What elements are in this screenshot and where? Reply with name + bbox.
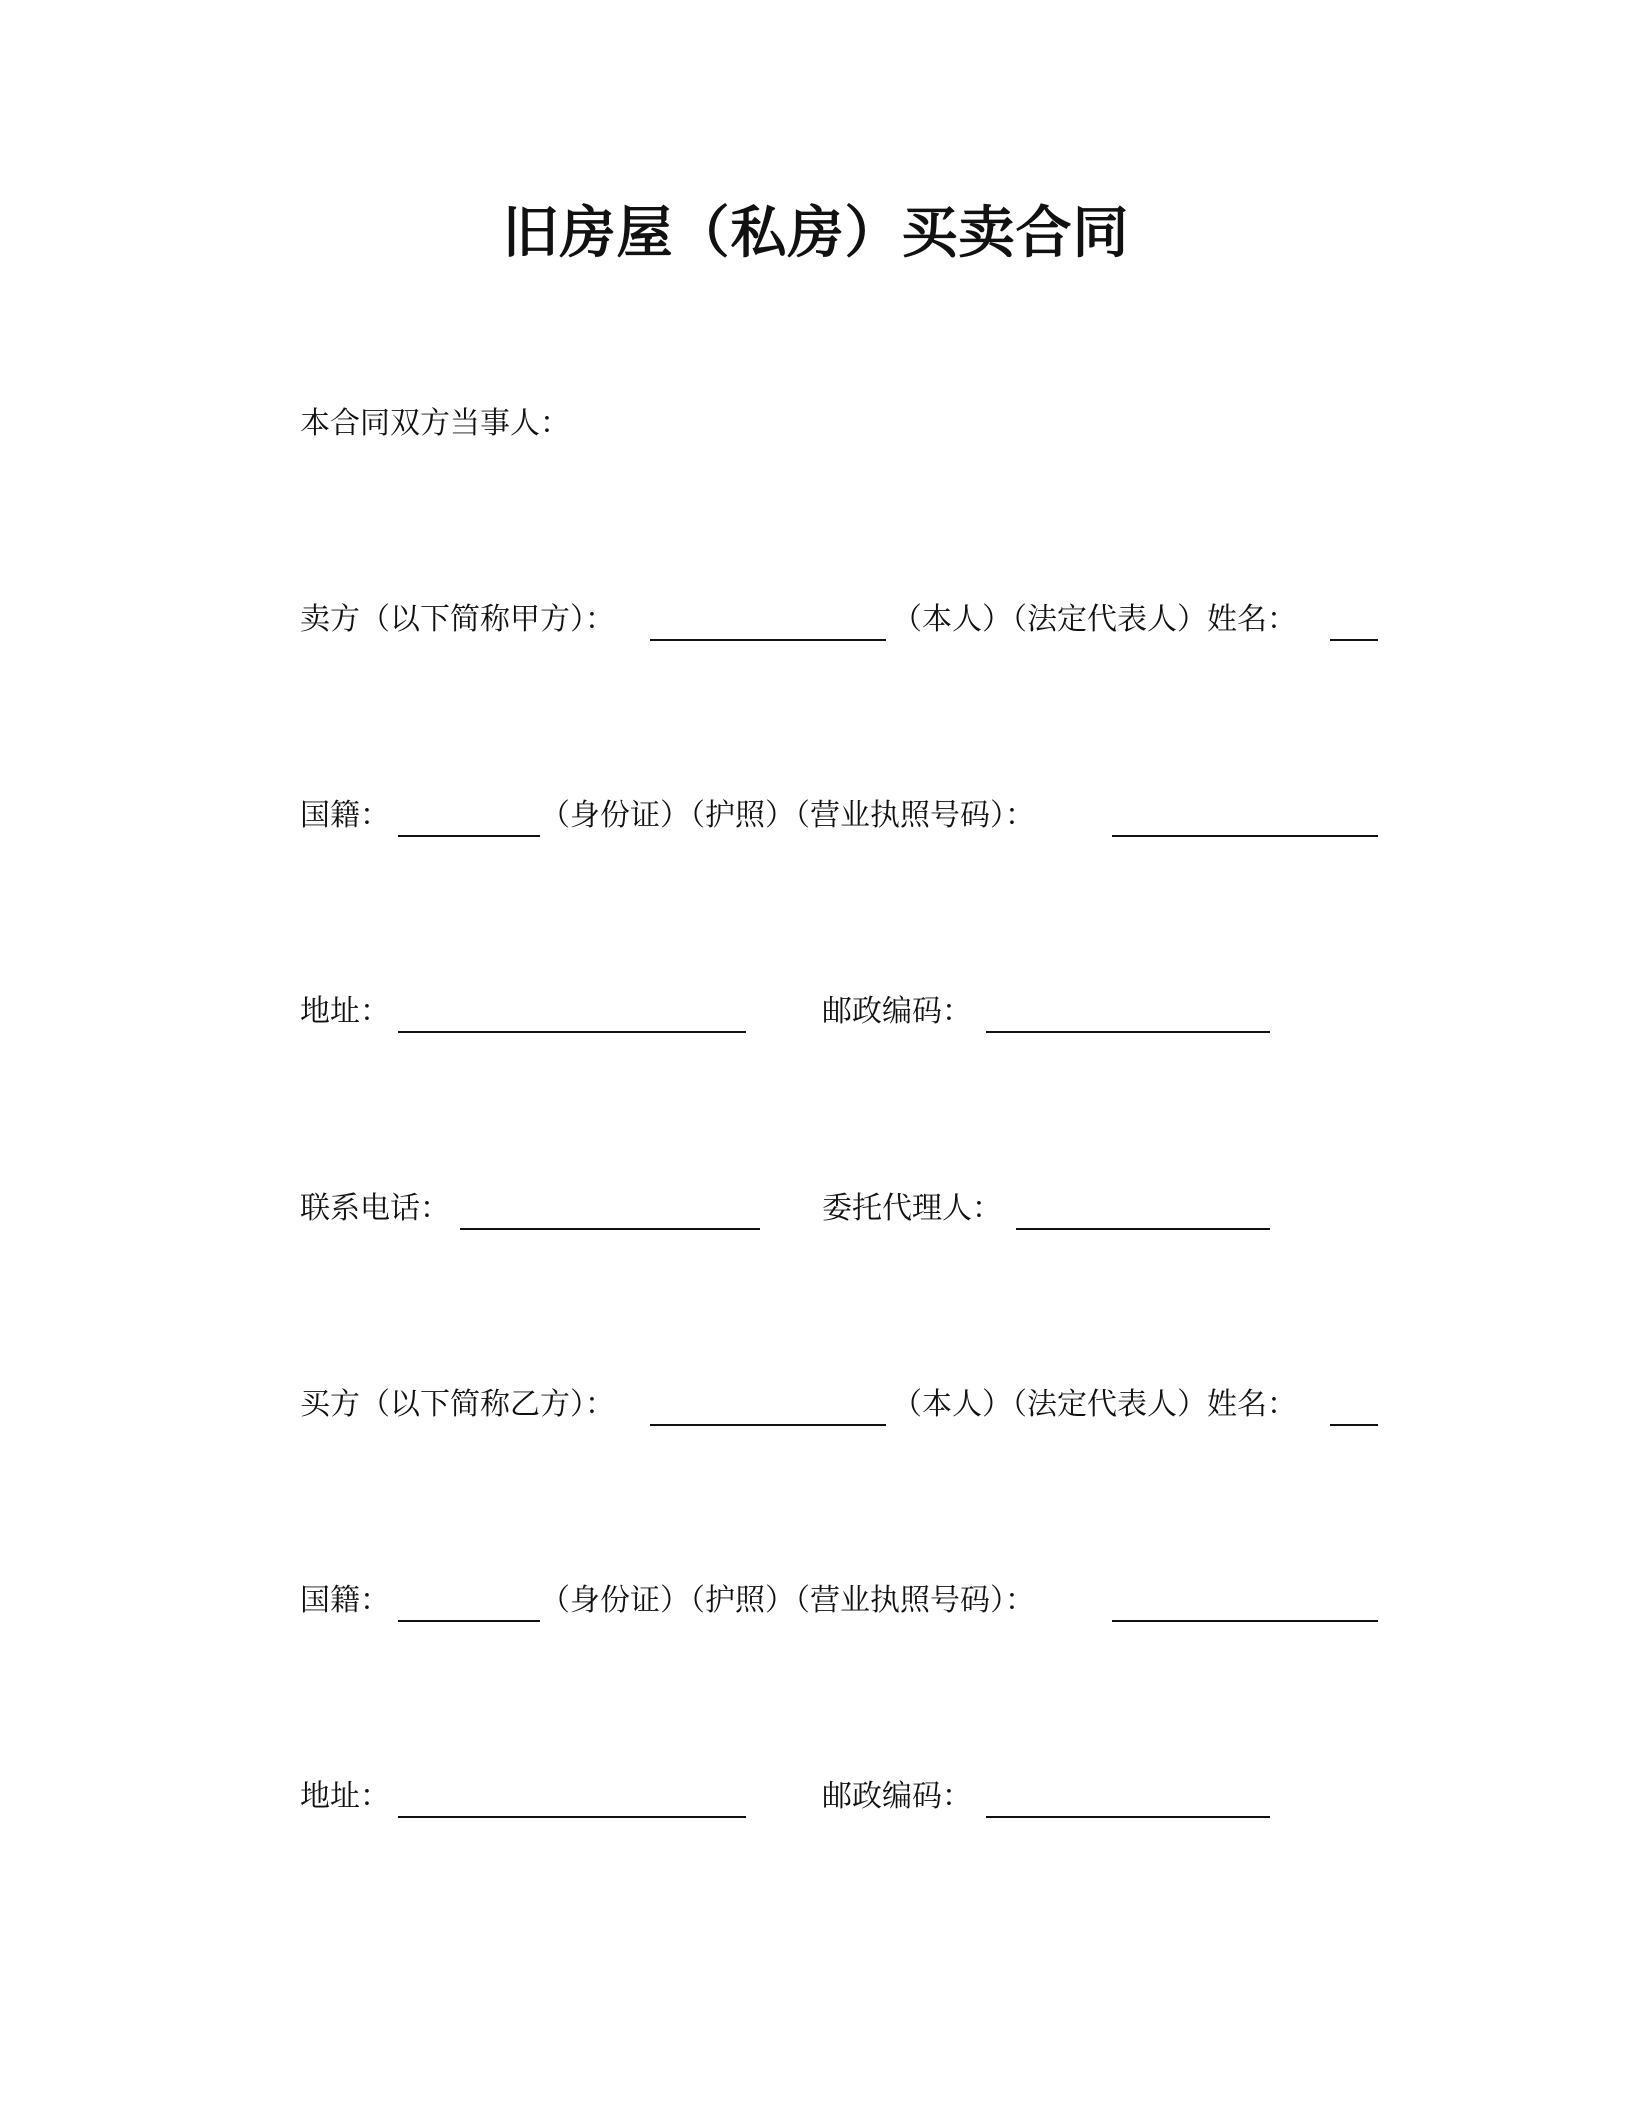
parties-intro: 本合同双方当事人： xyxy=(300,406,570,441)
seller-phone-blank[interactable] xyxy=(460,1228,760,1230)
document-title: 旧房屋（私房）买卖合同 xyxy=(502,201,1130,266)
seller-representative-blank[interactable] xyxy=(1330,639,1378,641)
buyer-nationality-blank[interactable] xyxy=(398,1620,540,1622)
buyer-address-label: 地址： xyxy=(300,1779,390,1814)
buyer-id-number-blank[interactable] xyxy=(1112,1620,1378,1622)
seller-agent-label: 委托代理人： xyxy=(822,1191,1002,1226)
buyer-postcode-blank[interactable] xyxy=(986,1816,1270,1818)
seller-postcode-label: 邮政编码： xyxy=(822,994,972,1029)
buyer-representative-label: （本人）（法定代表人）姓名： xyxy=(892,1387,1297,1422)
seller-phone-label: 联系电话： xyxy=(300,1191,450,1226)
seller-agent-blank[interactable] xyxy=(1016,1228,1270,1230)
buyer-representative-blank[interactable] xyxy=(1330,1424,1378,1426)
seller-representative-label: （本人）（法定代表人）姓名： xyxy=(892,602,1297,637)
seller-address-label: 地址： xyxy=(300,994,390,1029)
seller-id-number-blank[interactable] xyxy=(1112,835,1378,837)
seller-name-blank[interactable] xyxy=(650,639,886,641)
buyer-address-blank[interactable] xyxy=(398,1816,746,1818)
buyer-label: 买方（以下简称乙方）： xyxy=(300,1387,615,1422)
seller-nationality-label: 国籍： xyxy=(300,798,390,833)
buyer-id-type-label: （身份证）（护照）（营业执照号码）： xyxy=(540,1583,1035,1618)
seller-nationality-blank[interactable] xyxy=(398,835,540,837)
seller-address-blank[interactable] xyxy=(398,1031,746,1033)
buyer-nationality-label: 国籍： xyxy=(300,1583,390,1618)
seller-id-type-label: （身份证）（护照）（营业执照号码）： xyxy=(540,798,1035,833)
seller-label: 卖方（以下简称甲方）： xyxy=(300,602,615,637)
seller-postcode-blank[interactable] xyxy=(986,1031,1270,1033)
buyer-postcode-label: 邮政编码： xyxy=(822,1779,972,1814)
buyer-name-blank[interactable] xyxy=(650,1424,886,1426)
